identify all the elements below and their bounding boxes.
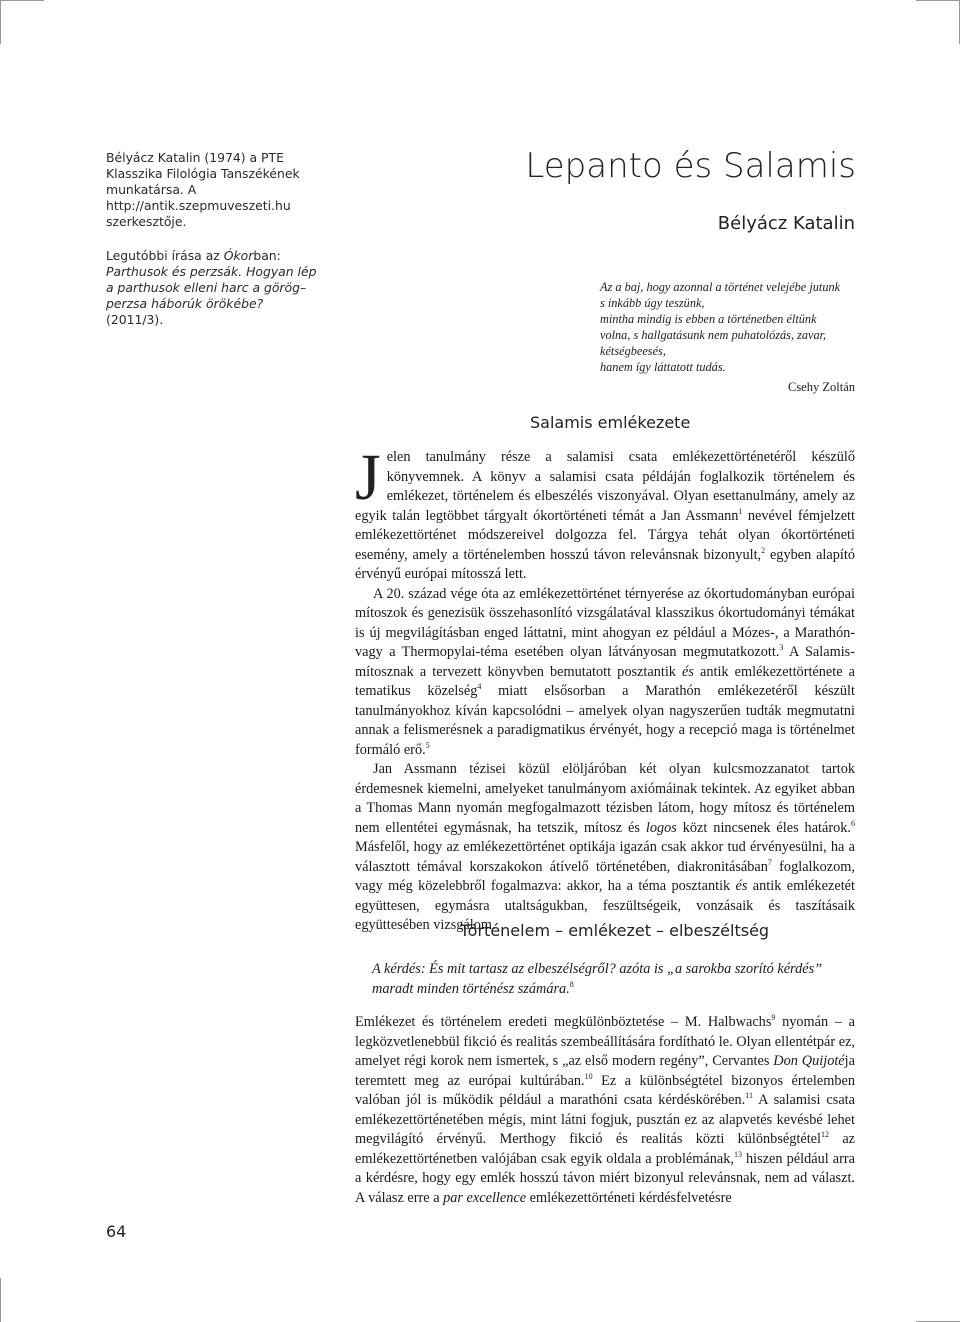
- book-title: Don Quijoté: [773, 1053, 845, 1069]
- publication-title: Parthusok és perzsák. Hogyan lép a parthusok elleni harc a görög–perzsa háborúk örökébe?: [106, 264, 317, 311]
- footnote-ref: 6: [851, 818, 856, 828]
- paragraph: Jan Assmann tézisei közül elöljáróban két olyan kulcsmozzanatot tartok érdemesnek kiemelni, amelyeket tanulmányom axiómáinak tekintek. Az egyiket abban a Thomas Mann nyomán megfogalmazott tézisben látom, hogy mítosz és történelem nem ellentétei egymásnak, ha tetszik, mítosz és logos közt nincsenek éles határok.$^6$ Másfelől, hogy az emlékezettörténet optikája igazán csak akkor tud érvényesülni, ha a választott témával korszakokon átívelő történetében, diakronitásában$^7$ foglalkozom, vagy még közelebbről fogalmazva: akkor, ha a téma posztantik és antik emlékezetét együttesen, egymásra utaltságukban, feszültségeik, vonzásaik és taszításaik együttesében vizsgálom.: [355, 761, 856, 933]
- footnote-ref: 7: [767, 857, 772, 867]
- epigraph-quote: A kérdés: És mit tartasz az elbeszélségről? azóta is „a sarokba szorító kérdés” maradt minden történész számára.$^8$: [372, 961, 823, 997]
- footnote-ref: 3: [779, 643, 784, 653]
- section-body: [355, 441, 856, 936]
- motto-quote: [600, 279, 862, 375]
- footnote-ref: 9: [771, 1013, 776, 1023]
- article-title: Lepanto és Salamis: [525, 146, 856, 186]
- section-heading: Történelem – emlékezet – elbeszéltség: [460, 921, 770, 940]
- crop-mark: [0, 1278, 1, 1322]
- footnote-ref: 11: [745, 1091, 753, 1101]
- footnote-ref: 1: [738, 506, 743, 516]
- footnote-ref: 8: [569, 979, 574, 989]
- crop-mark: [0, 0, 44, 1]
- latest-publication: Legutóbbi írása az Ókorban: Parthusok és perzsák. Hogyan lép a parthusok elleni harc a görög–perzsa háborúk örökébe? (2011/3).: [106, 248, 317, 327]
- footnote-ref: 2: [761, 545, 766, 555]
- drop-cap: J: [355, 441, 381, 514]
- section-heading: Salamis emlékezete: [530, 413, 691, 432]
- paragraph: Jelen tanulmány része a salamisi csata emlékezettörténetéről készülő könyvemnek. A könyv a salamisi csata példáján foglalkozik történelem és emlékezet, történelem és elbeszélés viszonyával. Olyan esettanulmány, amely az egyik talán legtöbbet tárgyalt ókortörténeti témát a Jan Assmann$^1$ nevével fémjelzett emlékezettörténet módszereivel dolgozza fel. Tárgya tehát olyan ókortörténeti esemény, amely a történelemben hosszú távon relevánsnak bizonyult,$^2$ egyben alapító érvényű európai mítosszá lett.: [355, 441, 855, 582]
- motto-line: Az a baj, hogy azonnal a történet velejébe jutunk: [600, 280, 841, 294]
- motto-line: volna, s hallgatásunk nem puhatolózás, zavar,: [600, 328, 827, 342]
- motto-line: kétségbeesés,: [600, 344, 666, 358]
- footnote-ref: 4: [477, 682, 482, 692]
- footnote-ref: 13: [733, 1149, 742, 1159]
- author-bio-sidebar: [106, 150, 320, 346]
- paragraph: Emlékezet és történelem eredeti megkülönböztetése – M. Halbwachs$^9$ nyomán – a legközvetlenebbül fikció és realitás szembeállítására fordítható le. Olyan ellentétpár ez, amelyet régi korok nem ismertek, s „az első modern regény”, Cervantes Don Quijotéja teremtett meg az európai kultúrában.$^{10}$ Ez a különbségtétel bizonyos értelemben valóban jól is működik például a marathóni csata kérdéskörében.$^{11}$ A salamisi csata emlékezettörténetében mégis, mint látni fogjuk, pusztán ez az alapvetés kevésbé lehet megvilágító érvényű. Merthogy fikció és realitás közti különbségtétel$^{12}$ az emlékezettörténetben valójában csak egyik oldala a problémának,$^{13}$ hiszen például arra a kérdésre, hogy egy emlék hosszú távon miért bizonyul relevánsnak, nem ad választ. A válasz erre a par excellence emlékezettörténeti kérdésfelvetésre: [355, 1013, 856, 1206]
- crop-mark: [916, 0, 960, 1]
- footnote-ref: 5: [425, 740, 430, 750]
- motto-line: hanem így láttatott tudás.: [600, 360, 726, 374]
- motto-line: mintha mindig is ebben a történetben éltünk: [600, 312, 817, 326]
- author-bio: Bélyácz Katalin (1974) a PTE Klasszika Filológia Tanszékének munkatársa. A http://antik.szepmuveszeti.hu szerkesztője.: [106, 150, 300, 229]
- section-body: [355, 1013, 855, 1208]
- paragraph: A 20. század vége óta az emlékezettörténet térnyerése az ókortudományban európai mítoszok és genezisük összehasonlító vizsgálatával klasszikus ókortudományi témákat is új megvilágításban enged láttatni, mint ahogyan ez például a Mózes-, a Marathón- vagy a Thermopylai-téma esetében olyan látványosan megmutatkozott.$^3$ A Salamis-mítosznak a tervezett könyvben bemutatott posztantik és antik emlékezettörténete a tematikus közelség$^4$ miatt elsősorban a Marathón emlékezetéről készült tanulmányokhoz kíván kapcsolódni – amelyek olyan nagyszerűen tudták megmutatni annak a felismerésnek a paradigmatikus érvényét, hogy a recepció maga is történelmet formáló erő.$^5$: [355, 585, 855, 758]
- journal-name: Ókor: [223, 248, 254, 263]
- motto-line: s inkább úgy teszünk,: [600, 296, 705, 310]
- footnote-ref: 12: [821, 1130, 829, 1140]
- article-author: Bélyácz Katalin: [717, 213, 855, 234]
- footnote-ref: 10: [584, 1071, 593, 1081]
- motto-author: Csehy Zoltán: [787, 380, 855, 394]
- crop-mark: [0, 0, 1, 44]
- page-number: 64: [106, 1222, 127, 1241]
